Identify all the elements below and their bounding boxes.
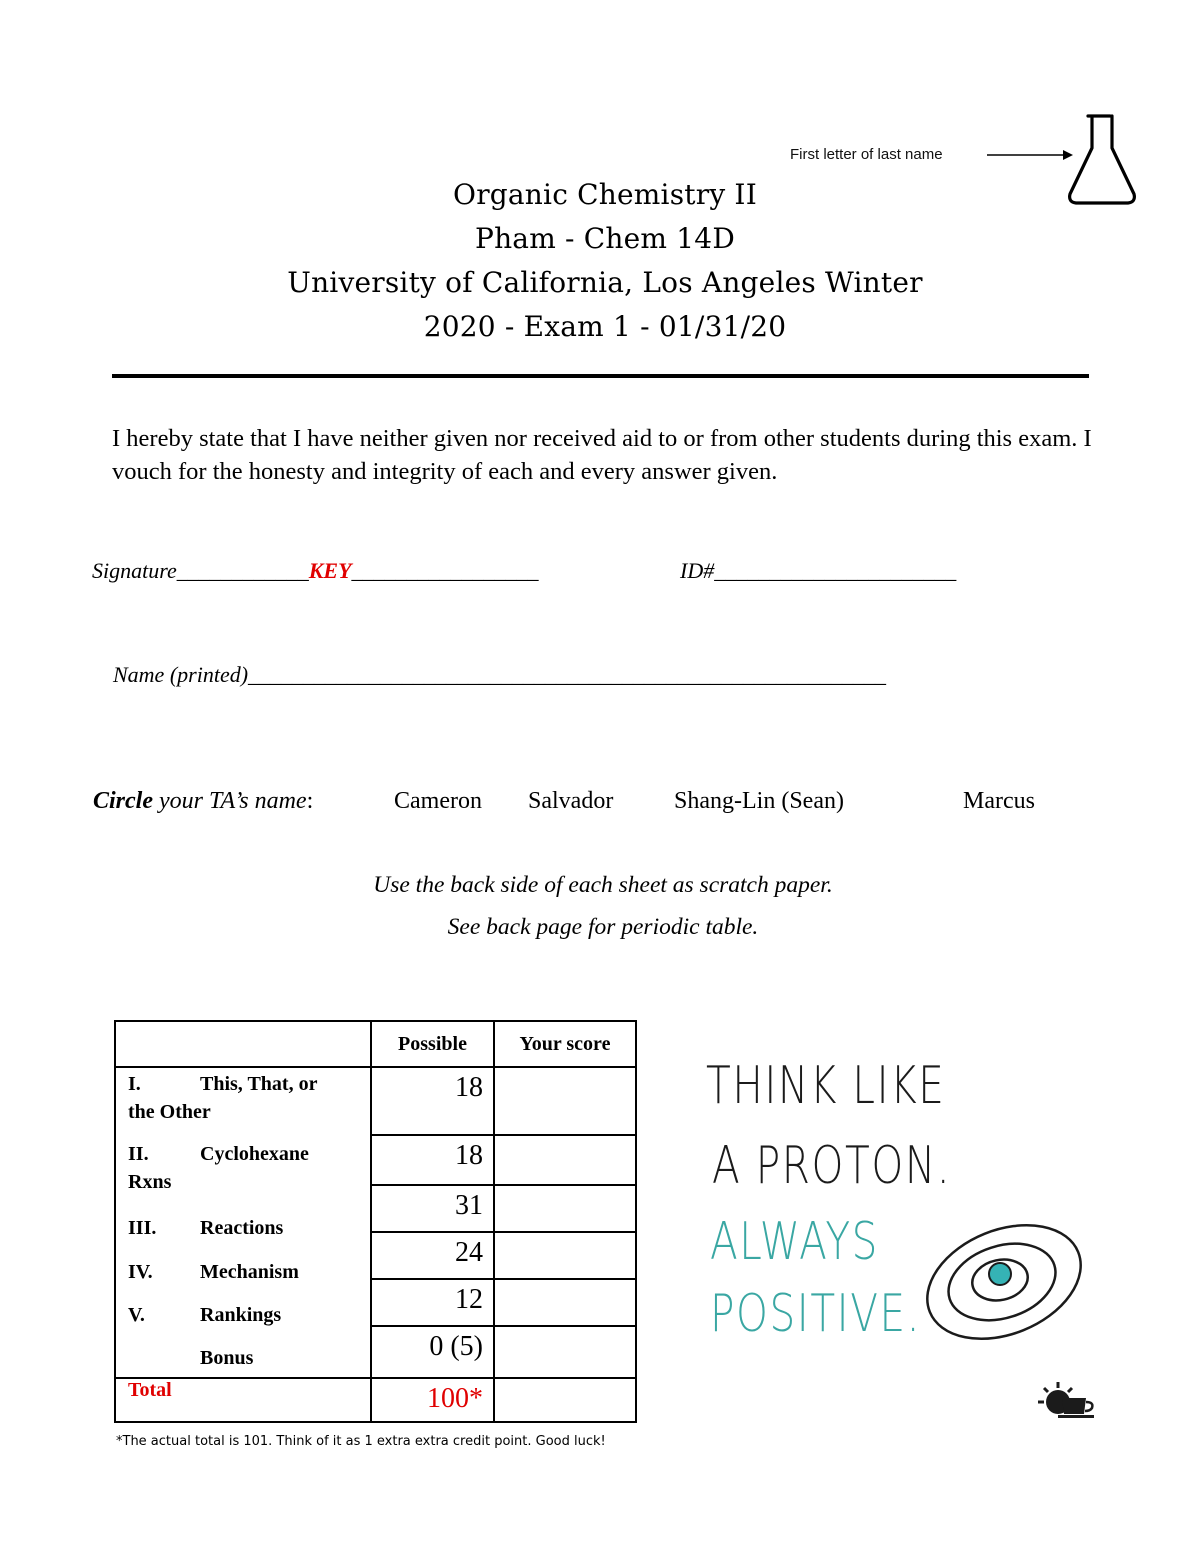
- score-cell[interactable]: [494, 1326, 636, 1378]
- signature-label: Signature: [92, 558, 177, 583]
- table-header-blank: [115, 1021, 371, 1067]
- sections-cell: I. This, That, or the Other II. Cyclohexane Rxns III. Reactions IV. Mechanism V. Rankings Bonus: [115, 1067, 371, 1378]
- possible-cell: 31: [371, 1185, 494, 1232]
- possible-cell: 0 (5): [371, 1326, 494, 1378]
- ta-option-sean[interactable]: Shang-Lin (Sean): [674, 788, 844, 814]
- periodic-table-note: See back page for periodic table.: [447, 914, 759, 940]
- first-letter-label: First letter of last name: [790, 146, 943, 163]
- total-score-cell[interactable]: [494, 1378, 636, 1422]
- table-header-possible: Possible: [371, 1021, 494, 1067]
- score-cell[interactable]: [494, 1232, 636, 1279]
- total-label: Total: [115, 1378, 371, 1422]
- atom-icon: [920, 1210, 1090, 1350]
- exam-date-line: 2020 - Exam 1 - 01/31/20: [423, 310, 787, 343]
- id-field[interactable]: ID#______________________: [680, 558, 957, 583]
- poster-line-4: POSITIVE.: [710, 1284, 922, 1344]
- possible-cell: 18: [371, 1135, 494, 1185]
- arrow-right-icon: [985, 146, 1075, 166]
- signature-field[interactable]: Signature____________KEY_________________: [92, 558, 539, 583]
- name-label: Name (printed): [113, 662, 249, 687]
- university-line: University of California, Los Angeles Winter: [287, 266, 923, 299]
- id-label: ID#: [680, 558, 715, 583]
- score-cell[interactable]: [494, 1279, 636, 1326]
- poster-line-3: ALWAYS: [710, 1212, 879, 1272]
- ta-prompt: Circle your TA’s name:: [93, 788, 314, 814]
- honesty-pledge: I hereby state that I have neither given nor received aid to or from other students during this exam. I vouch for the honesty and integrity of each and every answer given.: [112, 425, 1092, 485]
- scratch-paper-note: Use the back side of each sheet as scratch paper.: [373, 872, 833, 898]
- poster-line-2: A PROTON.: [712, 1136, 952, 1196]
- header-divider: [112, 374, 1089, 378]
- possible-cell: 12: [371, 1279, 494, 1326]
- course-title: Organic Chemistry II: [453, 178, 757, 211]
- score-cell[interactable]: [494, 1185, 636, 1232]
- possible-cell: 18: [371, 1067, 494, 1135]
- ta-option-marcus[interactable]: Marcus: [963, 788, 1035, 814]
- table-header-score: Your score: [494, 1021, 636, 1067]
- poster-line-1: THINK LIKE: [706, 1056, 946, 1116]
- name-printed-field[interactable]: Name (printed)__________________________________________________________: [113, 662, 887, 687]
- footnote: *The actual total is 101. Think of it as 1 extra extra credit point. Good luck!: [116, 1434, 606, 1449]
- ta-option-cameron[interactable]: Cameron: [394, 788, 482, 814]
- score-cell[interactable]: [494, 1067, 636, 1135]
- possible-cell: 24: [371, 1232, 494, 1279]
- total-possible: 100*: [371, 1378, 494, 1422]
- ta-option-salvador[interactable]: Salvador: [528, 788, 614, 814]
- course-instructor: Pham - Chem 14D: [475, 222, 735, 255]
- sun-coffee-logo: [1036, 1380, 1098, 1420]
- signature-value: KEY: [308, 558, 352, 583]
- score-table: [114, 1020, 637, 1423]
- score-cell[interactable]: [494, 1135, 636, 1185]
